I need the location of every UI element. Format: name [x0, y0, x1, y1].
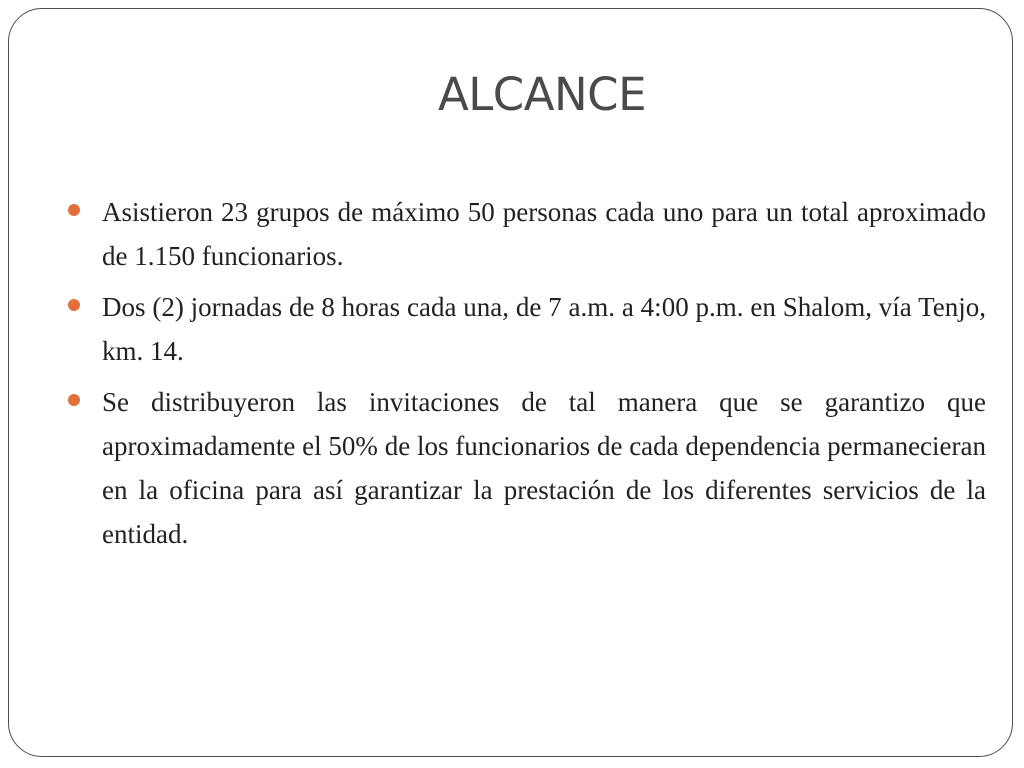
- bullet-text: Asistieron 23 grupos de máximo 50 personas cada uno para un total aproximado de 1.150 funcionarios.: [102, 197, 986, 271]
- bullet-dot-icon: [68, 204, 80, 216]
- bullet-dot-icon: [68, 394, 80, 406]
- bullet-list: [67, 190, 986, 563]
- bullet-dot-icon: [68, 299, 80, 311]
- bullet-text: Dos (2) jornadas de 8 horas cada una, de 7 a.m. a 4:00 p.m. en Shalom, vía Tenjo, km. 14.: [102, 292, 986, 366]
- slide: [8, 8, 1013, 757]
- bullet-item: [67, 190, 986, 278]
- bullet-text: Se distribuyeron las invitaciones de tal manera que se garantizo que aproximadamente el 50% de los funcionarios de cada dependencia permanecieran en la oficina para así garantizar la prestación de los diferentes servicios de la entidad.: [102, 387, 986, 549]
- bullet-item: [67, 285, 986, 373]
- bullet-item: [67, 380, 986, 556]
- slide-title: ALCANCE: [437, 68, 647, 121]
